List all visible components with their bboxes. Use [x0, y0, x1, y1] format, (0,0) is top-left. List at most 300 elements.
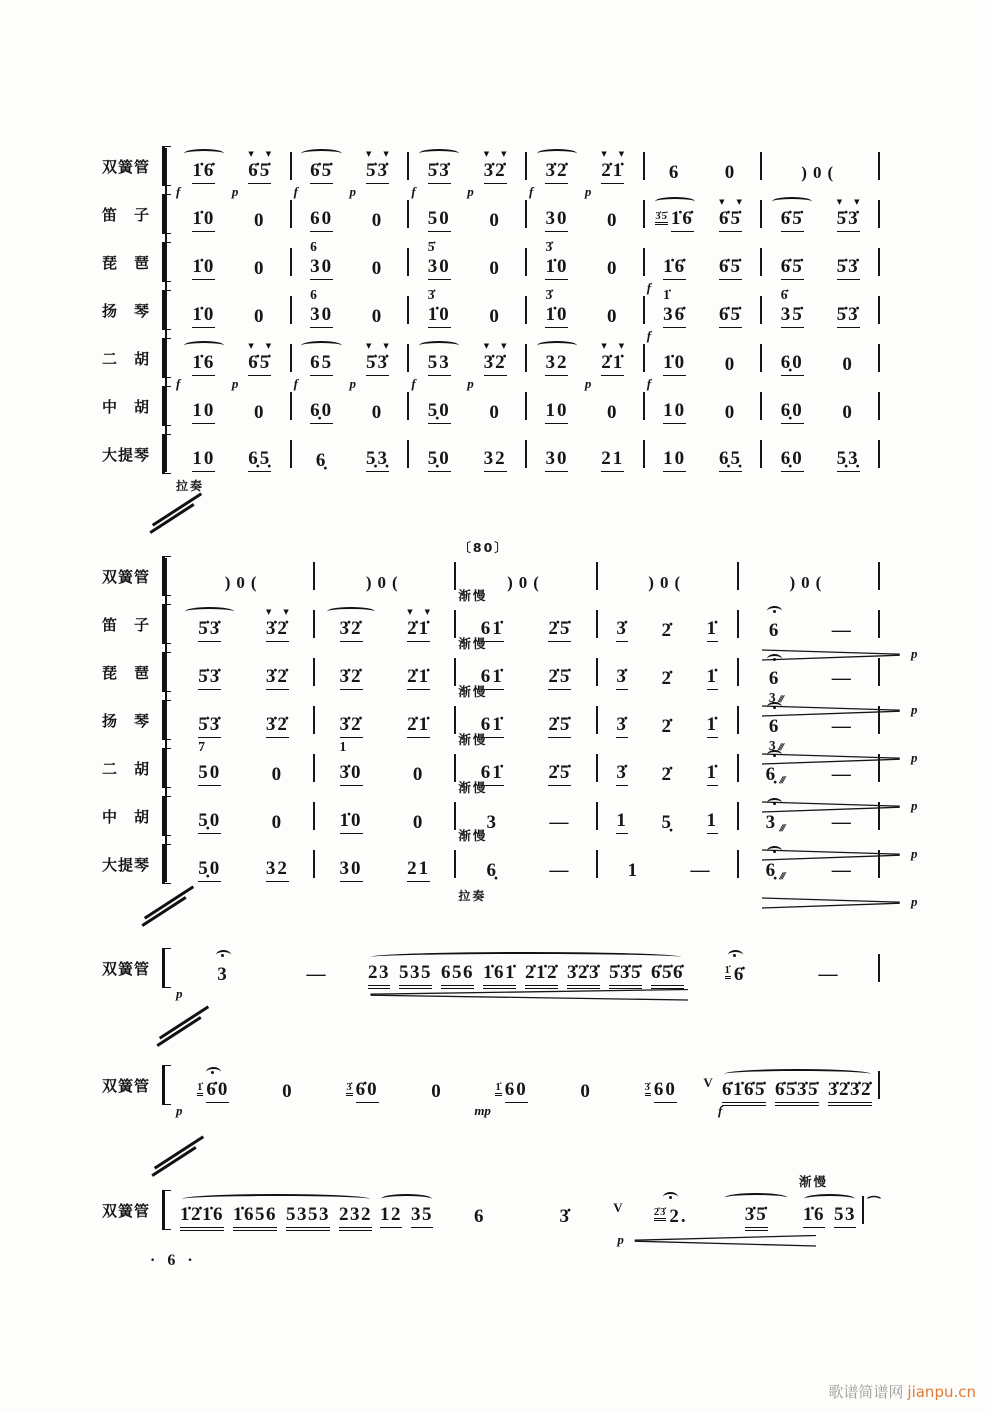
note-cell — [782, 951, 876, 986]
cell-marks — [526, 703, 594, 713]
cell-body — [837, 207, 860, 232]
note-text: 0 — [254, 305, 266, 327]
barline — [313, 610, 315, 638]
note-cell — [808, 799, 876, 834]
note-cell — [411, 238, 467, 280]
cell-marks — [690, 655, 735, 665]
grace-notes: 3̇ — [346, 1082, 352, 1096]
note-cell — [176, 847, 244, 882]
cell-body — [780, 286, 804, 328]
note-cell — [526, 847, 594, 882]
cell-marks — [244, 703, 312, 713]
note-text: 5̣ — [661, 811, 673, 833]
barline — [290, 440, 292, 468]
accent-icons: ▼▼ — [483, 149, 519, 158]
cell-marks — [764, 341, 820, 351]
note-cell — [467, 437, 523, 472]
cell-marks — [585, 389, 641, 399]
note-text: 3̇ — [559, 1205, 571, 1227]
cell-marks — [741, 751, 809, 761]
cell-body — [266, 617, 289, 642]
note-cell — [820, 341, 876, 376]
cell-body — [545, 238, 569, 280]
note-group: 6̇5̇3̇5̇ — [775, 1079, 819, 1103]
measure — [529, 238, 641, 280]
cell-body — [307, 961, 328, 986]
note-text: 6̣0 — [781, 352, 804, 376]
cell-body — [428, 447, 451, 472]
cell-marks — [529, 245, 585, 255]
note-text: 10 — [663, 400, 686, 424]
note-cell — [232, 293, 288, 328]
cell-marks — [529, 149, 585, 159]
note-cell — [385, 655, 453, 690]
note-cell — [647, 437, 703, 472]
cell-body — [366, 351, 389, 376]
measure — [317, 607, 452, 642]
note-text: 0 — [842, 353, 854, 375]
fermata-icon — [206, 1067, 221, 1077]
measure — [741, 559, 876, 594]
note-text: 60 — [654, 1079, 677, 1103]
note-cell — [293, 149, 350, 199]
instrument-label: 大提琴 — [102, 445, 151, 464]
cell-body — [781, 351, 804, 376]
note-cell — [317, 607, 385, 642]
note-cell — [645, 655, 690, 690]
cell-body — [663, 447, 686, 472]
note-group: 1̇6 — [803, 1204, 825, 1228]
cell-marks — [764, 293, 820, 303]
note-group: 53 — [834, 1204, 856, 1228]
barline — [454, 610, 456, 638]
cell-marks — [529, 341, 585, 351]
cell-body — [372, 303, 384, 328]
note-cell — [467, 389, 523, 424]
cell-body — [198, 761, 221, 786]
cell-marks — [350, 245, 406, 255]
cell-marks — [808, 751, 876, 761]
measure — [600, 847, 735, 882]
note-cell — [529, 437, 585, 472]
note-text: 2̇1̇ — [407, 666, 430, 690]
dynamic-mark: p — [349, 183, 357, 199]
note-cell — [411, 149, 467, 199]
note-text: 60 — [505, 1079, 528, 1103]
accent-icons: ▼▼ — [407, 607, 442, 616]
barline — [760, 296, 762, 324]
cell-marks — [458, 799, 526, 809]
staff-bracket-icon — [162, 652, 171, 692]
cell-marks — [714, 1193, 800, 1203]
cell-marks — [808, 847, 876, 857]
hairpin-dynamic-label: p — [910, 701, 918, 717]
instrument-label: 二 胡 — [102, 759, 151, 778]
barline — [737, 562, 739, 590]
barline — [878, 248, 880, 276]
note-text: 1̇6̇ — [671, 208, 694, 232]
note-text: 6̇5̇ — [719, 304, 742, 328]
note-cell — [584, 341, 641, 391]
cell-marks — [808, 703, 876, 713]
note-cell — [585, 293, 641, 328]
cell-marks — [529, 389, 585, 399]
score-system — [102, 1173, 882, 1247]
instrument-row — [102, 944, 882, 1001]
note-cell — [176, 607, 244, 642]
note-group: 12 — [380, 1204, 402, 1228]
note-text: 5̇3̇ — [366, 352, 389, 376]
note-cell — [690, 703, 735, 738]
barline — [737, 850, 739, 878]
measure — [646, 245, 759, 295]
cell-body — [703, 1074, 713, 1103]
measure — [411, 197, 523, 232]
cell-body — [601, 447, 624, 472]
note-cell — [690, 655, 735, 690]
note-cell — [411, 437, 467, 472]
instrument-row — [102, 334, 882, 391]
cell-body — [661, 761, 673, 786]
cell-marks — [176, 951, 270, 961]
instrument-row — [102, 286, 882, 343]
run-cell — [718, 1068, 876, 1118]
measure — [411, 238, 523, 280]
note-text: )0( — [801, 162, 840, 182]
cell-marks — [741, 607, 809, 617]
tempo-mark: 〔80〕 — [458, 539, 509, 555]
note-text: 2̇ — [661, 715, 673, 737]
note-text: 0 — [607, 305, 619, 327]
note-group: 23 — [368, 962, 390, 986]
measure — [293, 149, 406, 199]
instrument-row — [102, 1173, 882, 1247]
note-text: 2̇1̇ — [601, 160, 624, 184]
cell-marks — [350, 437, 406, 447]
barline — [878, 706, 880, 734]
cell-marks — [585, 293, 641, 303]
note-text: 5̣0 — [428, 448, 451, 472]
note-text: 60 — [310, 208, 333, 232]
cell-body — [282, 1078, 294, 1103]
cell-body — [868, 1197, 880, 1228]
note-group: 1̇61̇ — [483, 962, 516, 986]
note-text: 3̇ — [616, 618, 628, 642]
cell-marks — [176, 197, 232, 207]
measure — [176, 293, 288, 328]
measure — [176, 607, 311, 642]
page-number: · 6 · — [150, 1252, 197, 1269]
cell-body — [248, 159, 271, 184]
note-text: 6̇5̇ — [248, 160, 271, 184]
cell-body — [316, 447, 328, 472]
barline — [643, 392, 645, 420]
barline — [313, 754, 315, 782]
accent-icons: ▼▼ — [601, 341, 637, 350]
slur-icon — [381, 1194, 433, 1204]
cell-body — [310, 207, 333, 232]
barline — [760, 440, 762, 468]
note-cell — [526, 607, 594, 642]
note-group: 6̇5̇6̇ — [651, 962, 684, 986]
measure — [741, 799, 918, 861]
cell-marks — [690, 703, 735, 713]
staff-bracket-icon — [162, 386, 171, 426]
hairpin-dynamic-label: p — [910, 845, 918, 861]
note-text: 6̣ — [765, 859, 778, 881]
tempo-label-ritard: 渐慢 — [458, 587, 488, 603]
barline — [454, 658, 456, 686]
note-text: 2̇5̇ — [548, 618, 571, 642]
cell-body — [607, 303, 619, 328]
cell-body — [339, 713, 363, 754]
note-cell — [176, 245, 232, 280]
measures-container — [176, 389, 882, 424]
barline — [313, 562, 315, 590]
measures-container — [176, 1068, 882, 1118]
note-cell — [808, 655, 876, 690]
cell-body — [545, 159, 568, 184]
cell-body — [310, 286, 334, 328]
note-cell — [645, 799, 690, 834]
cell-marks — [251, 1068, 326, 1078]
note-cell — [317, 799, 385, 834]
cell-body — [616, 665, 628, 690]
cell-marks — [688, 951, 782, 961]
instrument-label: 双簧管 — [102, 1076, 151, 1095]
note-text: 0 — [489, 209, 501, 231]
measure — [176, 389, 288, 424]
cell-body — [548, 665, 571, 690]
cell-body — [380, 1203, 433, 1228]
note-text: 1̇0 — [192, 256, 215, 280]
cell-body — [427, 238, 451, 280]
note-cell — [764, 286, 820, 328]
dynamic-mark: p — [176, 985, 183, 1001]
instrument-label: 扬 琴 — [102, 711, 151, 730]
barline — [525, 248, 527, 276]
measure — [529, 149, 641, 199]
note-text: V — [613, 1199, 623, 1215]
watermark-domain[interactable]: jianpu.cn — [907, 1383, 976, 1401]
rest-cell — [600, 559, 735, 594]
note-cell — [317, 847, 385, 882]
note-text: 0 — [431, 1080, 443, 1102]
cell-body — [346, 1078, 378, 1103]
cell-body — [407, 617, 430, 642]
slur-icon — [301, 341, 341, 350]
note-text: 32 — [266, 858, 289, 882]
tempo-label-ritard: 渐慢 — [458, 731, 488, 747]
note-cell — [244, 799, 312, 834]
note-text: 6̣0 — [781, 448, 804, 472]
note-text: 3̇2̇ — [266, 618, 289, 642]
note-group: 656 — [441, 962, 474, 986]
cell-marks — [667, 847, 735, 857]
note-cell — [176, 1068, 251, 1118]
staff-bracket-icon — [162, 290, 171, 330]
cell-body — [549, 857, 570, 882]
note-cell — [349, 149, 406, 199]
cell-body — [766, 809, 784, 834]
note-text: 6 — [668, 161, 681, 183]
cell-marks — [600, 607, 645, 617]
cell-marks — [585, 245, 641, 255]
dynamic-mark: p — [584, 183, 592, 199]
slur-icon — [371, 952, 681, 962]
cell-marks — [176, 799, 244, 809]
cell-marks — [645, 799, 690, 809]
note-text: 2̇ — [661, 667, 673, 689]
cell-body — [661, 809, 673, 834]
accent-icons: ▼▼ — [248, 149, 284, 158]
note-text: 6 — [474, 1205, 486, 1227]
note-cell — [385, 703, 453, 738]
measure — [294, 389, 406, 424]
measures-container — [176, 683, 918, 765]
note-text: 53 — [428, 352, 451, 376]
run-cell — [376, 1193, 437, 1228]
note-text: )0( — [224, 572, 263, 592]
instrument-row — [102, 238, 882, 295]
note-cell — [808, 847, 876, 882]
accent-icons: ▼▼ — [719, 197, 754, 206]
note-text: 65 — [310, 352, 333, 376]
note-text: 5̣0 — [198, 858, 221, 882]
note-text: 5̇3̇ — [428, 160, 451, 184]
cell-marks — [529, 437, 585, 447]
cell-marks — [467, 293, 523, 303]
cell-body — [725, 159, 737, 184]
instrument-label: 琵 琶 — [102, 253, 151, 272]
run-cell — [799, 1173, 860, 1228]
cell-marks — [385, 703, 453, 713]
cell-body — [766, 857, 784, 882]
cell-marks — [411, 341, 467, 351]
measure — [294, 286, 406, 328]
hairpin-dynamic-label: p — [910, 749, 918, 765]
cell-body — [198, 617, 221, 642]
cell-marks — [600, 703, 645, 713]
barline — [760, 248, 762, 276]
note-cell — [350, 197, 406, 232]
cell-body — [489, 207, 501, 232]
cell-body — [340, 761, 363, 786]
measure — [176, 751, 311, 786]
cell-body — [781, 447, 804, 472]
cell-marks — [176, 389, 232, 399]
barline — [525, 296, 527, 324]
note-cell — [808, 751, 876, 786]
cell-body — [832, 665, 853, 690]
cell-body — [486, 857, 498, 882]
note-text: 6̣0 — [781, 400, 804, 424]
barline — [737, 754, 739, 782]
barline — [454, 562, 456, 590]
tempo-label-ritard: 渐慢 — [458, 635, 488, 651]
cell-body — [310, 159, 333, 184]
cell-marks — [458, 847, 526, 857]
cell-body — [427, 286, 451, 328]
cell-marks — [703, 341, 759, 351]
note-text: 21 — [601, 448, 624, 472]
measure — [600, 799, 735, 834]
measure — [647, 149, 759, 184]
note-cell — [741, 703, 918, 765]
note-cell — [385, 847, 453, 882]
cell-body — [607, 399, 619, 424]
note-text: 1 — [616, 810, 628, 834]
measure — [529, 389, 641, 424]
cell-body — [474, 1203, 486, 1228]
tremolo-icon: ⫻ — [779, 822, 784, 833]
note-text: 6 — [768, 715, 781, 737]
note-text: 5̣3̣ — [366, 448, 389, 472]
technique-label: 拉奏 — [176, 478, 205, 493]
dynamic-mark: f — [529, 183, 534, 199]
cell-marks — [411, 293, 467, 303]
cell-marks — [690, 607, 735, 617]
measure — [741, 751, 918, 813]
slur-icon — [185, 607, 234, 616]
note-cell — [411, 286, 467, 328]
slur-icon — [725, 1193, 787, 1202]
cell-body — [691, 857, 712, 882]
note-text: 2̇1̇ — [601, 352, 624, 376]
note-text: 5̇3̇ — [198, 666, 221, 690]
dynamic-mark: p — [467, 375, 474, 391]
cell-body — [192, 303, 215, 328]
barline — [525, 440, 527, 468]
cell-marks — [317, 703, 385, 713]
score-system — [102, 142, 882, 493]
hairpin-decrescendo — [762, 893, 918, 909]
note-cell — [244, 655, 312, 690]
cell-marks — [244, 655, 312, 665]
cell-marks — [411, 389, 467, 399]
note-cell — [176, 655, 244, 690]
measure — [317, 703, 452, 754]
cell-marks — [690, 799, 735, 809]
accent-icons: ▼▼ — [601, 149, 637, 158]
cell-marks — [437, 1193, 523, 1203]
cell-marks — [385, 655, 453, 665]
staff-bracket-icon — [162, 194, 171, 234]
note-text: 5̇3̇ — [837, 256, 860, 280]
barline — [290, 200, 292, 228]
barline — [878, 954, 880, 982]
note-text: 1̇0 — [192, 304, 215, 328]
cell-marks — [529, 293, 585, 303]
cell-body — [248, 447, 271, 472]
instrument-label: 中 胡 — [102, 397, 151, 416]
instrument-row — [102, 382, 882, 430]
cell-marks — [232, 197, 288, 207]
note-text: 6̇5̇ — [719, 256, 742, 280]
note-cell — [703, 293, 759, 328]
cell-marks — [176, 293, 232, 303]
measure — [600, 751, 735, 786]
slur-icon — [537, 341, 577, 350]
barline — [407, 392, 409, 420]
cell-marks — [808, 799, 876, 809]
note-text: 5̣0 — [428, 400, 451, 424]
instrument-row — [102, 1061, 882, 1118]
note-text: 61̇ — [481, 762, 504, 786]
cell-marks — [350, 389, 406, 399]
note-text: 0 — [580, 1080, 592, 1102]
chord-upper-note: 3̇ — [427, 286, 435, 302]
